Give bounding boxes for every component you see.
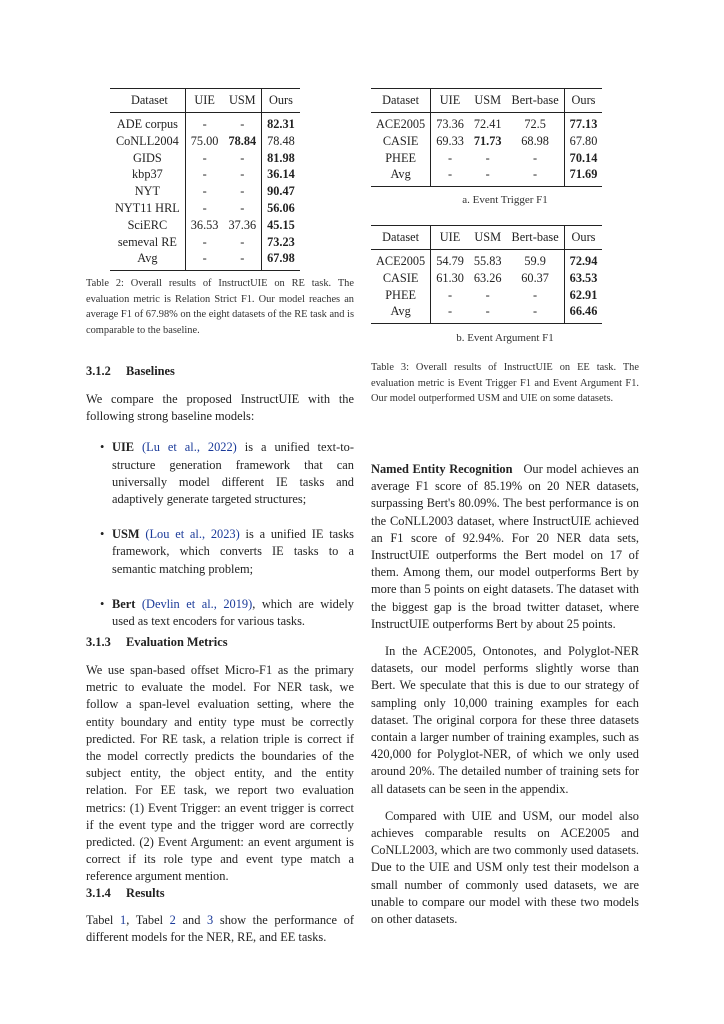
cell-dataset: ACE2005 [376, 254, 426, 268]
baselines-intro: We compare the proposed InstructUIE with the following strong baseline models: [86, 392, 354, 424]
table-row [371, 133, 602, 150]
cell-ours: 72.94 [564, 250, 602, 270]
ner-section [371, 461, 639, 928]
cell-usm: 55.83 [473, 254, 502, 268]
section-3-1-2 [86, 364, 354, 630]
cell-dataset: ACE2005 [376, 117, 426, 131]
table-3a-event-trigger [371, 88, 602, 187]
cell-uie: 36.53 [185, 217, 223, 234]
cell-bert: - [507, 303, 565, 323]
cell-uie: - [185, 250, 223, 270]
citation-link[interactable]: (Lou et al., 2023) [145, 527, 240, 542]
cell-usm: - [485, 150, 490, 165]
table-row [110, 183, 300, 200]
cell-ours: 56.06 [262, 200, 300, 217]
table-3b-subcaption: b. Event Argument F1 [456, 332, 554, 344]
table-3-caption: Table 3: Overall results of InstructUIE on EE task. The evaluation metric is Event Trigger F1 and Event Argument F1. Our model outperformed USM and UIE on some datasets. [371, 362, 639, 405]
cell-usm: - [240, 200, 245, 215]
table-ref-link[interactable]: 3 [207, 913, 214, 927]
cell-bert: - [533, 150, 538, 165]
cell-ours: 67.98 [262, 250, 300, 270]
cell-usm: - [240, 117, 245, 131]
cell-bert: - [507, 166, 565, 186]
cell-uie: 69.33 [431, 133, 469, 150]
cell-usm: - [469, 303, 507, 323]
cell-uie: - [431, 166, 469, 186]
cell-usm: - [240, 184, 245, 199]
table-ref-link[interactable]: 1 [119, 913, 127, 927]
results-text: Tabel 1, Tabel 2 and 3 show the performance of different models for the NER, RE, and EE tasks. [86, 913, 354, 945]
cell-uie: - [431, 150, 469, 167]
list-item: • USM (Lou et al., 2023) is a unified IE tasks framework, which converts IE tasks to a semantic matching problem; [100, 527, 354, 576]
table-2-re-results [110, 88, 300, 271]
section-heading: 3.1.3 Evaluation Metrics [86, 635, 228, 649]
cell-ours: 78.48 [262, 133, 300, 150]
cell-usm: 37.36 [228, 217, 257, 232]
ner-paragraph-1: Named Entity Recognition Our model achieves an average F1 score of 85.19% on 20 NER datasets, surpassing Bert's 80.09%. The best performance is on the CoNLL2003 dataset, where InstructUIE achieved an F1 score of 92.94%. For 20 NER data sets, InstructUIE outperforms the Bert model on 17 of them. Among them, our model outperforms Bert by more than 5 points on eight datasets. The dataset with the biggest gap is the broad twitter dataset, where InstructUIE outperforms Bert by about 25 points. [371, 462, 639, 631]
cell-uie: - [431, 303, 469, 323]
col-usm: USM [469, 89, 507, 113]
cell-uie: - [185, 166, 223, 183]
table-row [371, 250, 602, 270]
cell-usm: - [240, 150, 245, 165]
cell-ours: 81.98 [262, 150, 300, 167]
cell-dataset: Avg [371, 303, 431, 323]
col-dataset: Dataset [371, 89, 431, 113]
citation-link[interactable]: (Lu et al., 2022) [142, 440, 237, 455]
col-usm: USM [223, 89, 261, 113]
table-row [110, 234, 300, 251]
cell-usm: 78.84 [228, 133, 257, 148]
table-3b-event-argument [371, 225, 602, 324]
section-3-1-3 [86, 635, 354, 886]
cell-dataset: Avg [110, 250, 185, 270]
col-ours: Ours [564, 89, 602, 113]
cell-uie: - [431, 287, 469, 304]
col-usm: USM [469, 226, 507, 250]
table-row [371, 303, 602, 323]
cell-uie: 54.79 [431, 250, 469, 270]
ner-paragraph-2: In the ACE2005, Ontonotes, and Polyglot-NER datasets, our model performs slightly worse than Bert. We speculate that this is due to our strategy of sampling only 10,000 training examples for each dataset. The original corpora for these three datasets contain a larger number of training examples, such as 420,000 for Polyglot-NER, of which we only used around 20%. The detailed number of training sets for all datasets can be seen in the appendix. [371, 644, 639, 796]
cell-ours: 90.47 [262, 183, 300, 200]
table-ref-link[interactable]: 2 [169, 913, 176, 927]
col-uie: UIE [431, 89, 469, 113]
cell-uie: - [185, 113, 223, 133]
table-row [371, 287, 602, 304]
cell-ours: 67.80 [564, 133, 602, 150]
cell-dataset: semeval RE [117, 234, 177, 249]
cell-ours: 71.69 [564, 166, 602, 186]
table-row [110, 250, 300, 270]
cell-dataset: SciERC [127, 217, 168, 232]
cell-ours: 45.15 [262, 217, 300, 234]
cell-usm: 72.41 [473, 117, 502, 131]
table-row [110, 133, 300, 150]
list-item: • UIE (Lu et al., 2022) is a unified text-to-structure generation framework that can universally model different IE tasks and adaptively generate targeted structures; [100, 440, 354, 507]
table-row [110, 166, 300, 183]
cell-ours: 73.23 [262, 234, 300, 251]
list-item: • Bert (Devlin et al., 2019), which are widely used as text encoders for various tasks. [100, 596, 354, 629]
section-3-1-4 [86, 886, 354, 946]
col-uie: UIE [431, 226, 469, 250]
section-heading: 3.1.2 Baselines [86, 364, 175, 378]
cell-usm: - [469, 166, 507, 186]
col-bert: Bert-base [507, 89, 565, 113]
col-dataset: Dataset [110, 89, 185, 113]
col-bert: Bert-base [507, 226, 565, 250]
cell-uie: 61.30 [431, 270, 469, 287]
cell-uie: - [185, 200, 223, 217]
ner-paragraph-3: Compared with UIE and USM, our model also achieves comparable results on ACE2005 and CoNLL2003, which are two commonly used datasets. Due to the UIE and USM only test their modelson a small number of commonly used datasets, we are unable to compare our model with these two models on other datasets. [371, 808, 639, 927]
cell-dataset: CASIE [382, 133, 419, 148]
cell-usm: - [240, 234, 245, 249]
table-header-row [371, 89, 602, 113]
col-uie: UIE [185, 89, 223, 113]
table-row [371, 166, 602, 186]
cell-usm: - [223, 250, 261, 270]
cell-dataset: NYT11 HRL [115, 200, 180, 215]
baseline-list [86, 439, 354, 630]
cell-bert: - [533, 287, 538, 302]
citation-link[interactable]: (Devlin et al., 2019) [141, 596, 253, 611]
col-ours: Ours [564, 226, 602, 250]
cell-uie: 75.00 [185, 133, 223, 150]
col-dataset: Dataset [371, 226, 431, 250]
table-row [110, 150, 300, 167]
cell-bert: 72.5 [524, 117, 546, 131]
table-row [110, 217, 300, 234]
cell-usm: 71.73 [473, 133, 502, 148]
table-row [371, 113, 602, 133]
cell-dataset: CASIE [382, 270, 419, 285]
table-row [371, 150, 602, 167]
cell-ours: 77.13 [564, 113, 602, 133]
cell-ours: 63.53 [564, 270, 602, 287]
cell-dataset: NYT [134, 184, 161, 199]
cell-uie: - [185, 234, 223, 251]
cell-ours: 66.46 [564, 303, 602, 323]
cell-bert: 60.37 [521, 270, 549, 285]
evaluation-metrics-text: We use span-based offset Micro-F1 as the primary metric to evaluate the model. For NER task, we follow a span-level evaluation setting, where the entity boundary and entity type must be correctly predicted. For RE task, a relation triple is correct if the model correctly predicts the boundaries of the subject entity, the object entity, and the entity relation. For EE task, we report two evaluation metrics: (1) Event Trigger: an event trigger is correct if the event type and the trigger word are correctly predicted. (2) Event Argument: an event argument is correct if its role type and event type match a reference argument mention. [86, 663, 354, 884]
cell-bert: 68.98 [521, 133, 549, 148]
cell-ours: 36.14 [262, 166, 300, 183]
cell-dataset: kbp37 [132, 167, 163, 182]
cell-ours: 82.31 [262, 113, 300, 133]
table-3a-subcaption: a. Event Trigger F1 [462, 194, 548, 206]
cell-ours: 62.91 [564, 287, 602, 304]
cell-usm: 63.26 [473, 270, 502, 285]
table-row [110, 200, 300, 217]
cell-uie: - [185, 150, 223, 167]
table-row [371, 270, 602, 287]
cell-usm: - [240, 167, 245, 182]
cell-dataset: ADE corpus [116, 117, 178, 131]
cell-ours: 70.14 [564, 150, 602, 167]
cell-dataset: CoNLL2004 [115, 133, 179, 148]
cell-uie: 73.36 [431, 113, 469, 133]
section-heading: 3.1.4 Results [86, 886, 165, 900]
cell-dataset: PHEE [385, 287, 416, 302]
cell-bert: 59.9 [524, 254, 546, 268]
cell-uie: - [185, 183, 223, 200]
cell-dataset: Avg [371, 166, 431, 186]
table-2-caption: Table 2: Overall results of InstructUIE on RE task. The evaluation metric is Relation Strict F1. Our model reaches an average F1 of 67.98% on the eight datasets of the RE task and is comparable to the baseline. [86, 278, 354, 336]
cell-dataset: PHEE [385, 150, 416, 165]
cell-dataset: GIDS [133, 150, 162, 165]
table-header-row [110, 89, 300, 113]
col-ours: Ours [262, 89, 300, 113]
cell-usm: - [485, 287, 490, 302]
table-header-row [371, 226, 602, 250]
table-row [110, 113, 300, 133]
